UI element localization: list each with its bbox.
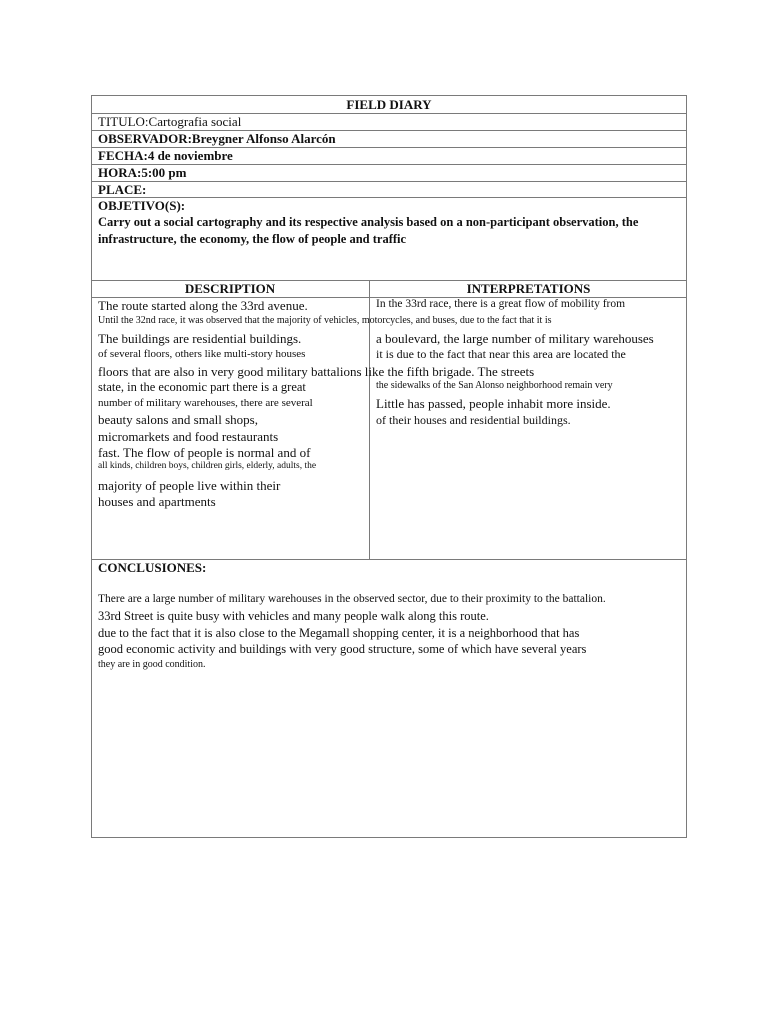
page-title: FIELD DIARY bbox=[346, 97, 432, 112]
fecha-field: FECHA:4 de noviembre bbox=[98, 148, 233, 163]
conclusions-line: due to the fact that it is also close to the Megamall shopping center, it is a neighborhood that has bbox=[98, 626, 580, 640]
hora-field: HORA:5:00 pm bbox=[98, 165, 187, 180]
objetivo-text-line: Carry out a social cartography and its respective analysis based on a non-participant observation, the bbox=[98, 215, 639, 229]
description-line: all kinds, children boys, children girls, elderly, adults, the bbox=[98, 461, 317, 471]
conclusions-line: There are a large number of military warehouses in the observed sector, due to their proximity to the battalion. bbox=[98, 593, 606, 605]
observador-field: OBSERVADOR:Breygner Alfonso Alarcón bbox=[98, 131, 336, 146]
description-line: houses and apartments bbox=[98, 494, 216, 509]
objetivo-label: OBJETIVO(S): bbox=[98, 198, 186, 213]
row-divider bbox=[91, 280, 687, 281]
description-line: number of military warehouses, there are several bbox=[98, 397, 313, 409]
objetivo-text-line: infrastructure, the economy, the flow of people and traffic bbox=[98, 232, 407, 246]
description-line: beauty salons and small shops, bbox=[98, 412, 258, 427]
interpretations-header: INTERPRETATIONS bbox=[466, 281, 591, 296]
place-field: PLACE: bbox=[98, 182, 147, 197]
description-header: DESCRIPTION bbox=[184, 281, 276, 296]
description-line: micromarkets and food restaurants bbox=[98, 429, 279, 444]
description-line: The route started along the 33rd avenue. bbox=[98, 298, 308, 313]
interpretation-line: In the 33rd race, there is a great flow of mobility from bbox=[376, 298, 626, 310]
description-line: majority of people live within their bbox=[98, 478, 281, 493]
interpretation-line: of their houses and residential buildings. bbox=[376, 413, 571, 427]
conclusions-line: 33rd Street is quite busy with vehicles and many people walk along this route. bbox=[98, 609, 489, 623]
description-line: The buildings are residential buildings. bbox=[98, 331, 302, 346]
interpretation-line: Little has passed, people inhabit more inside. bbox=[376, 396, 611, 411]
interpretation-line: it is due to the fact that near this area are located the bbox=[376, 347, 626, 361]
description-line: fast. The flow of people is normal and of bbox=[98, 445, 311, 460]
description-line: floors that are also in very good military battalions like the fifth brigade. The streets bbox=[98, 364, 535, 379]
conclusions-label: CONCLUSIONES: bbox=[98, 560, 207, 575]
titulo-field: TITULO:Cartografia social bbox=[98, 114, 242, 129]
interpretation-line: the sidewalks of the San Alonso neighborhood remain very bbox=[376, 380, 613, 391]
interpretation-line: a boulevard, the large number of military warehouses bbox=[376, 331, 654, 346]
description-line: state, in the economic part there is a great bbox=[98, 380, 306, 394]
row-divider bbox=[91, 181, 687, 182]
conclusions-line: good economic activity and buildings with very good structure, some of which have several years bbox=[98, 642, 587, 656]
description-line: of several floors, others like multi-story houses bbox=[98, 348, 306, 360]
conclusions-line: they are in good condition. bbox=[98, 659, 206, 670]
description-line: Until the 32nd race, it was observed that the majority of vehicles, motorcycles, and buses, due to the fact that it is bbox=[98, 315, 552, 326]
